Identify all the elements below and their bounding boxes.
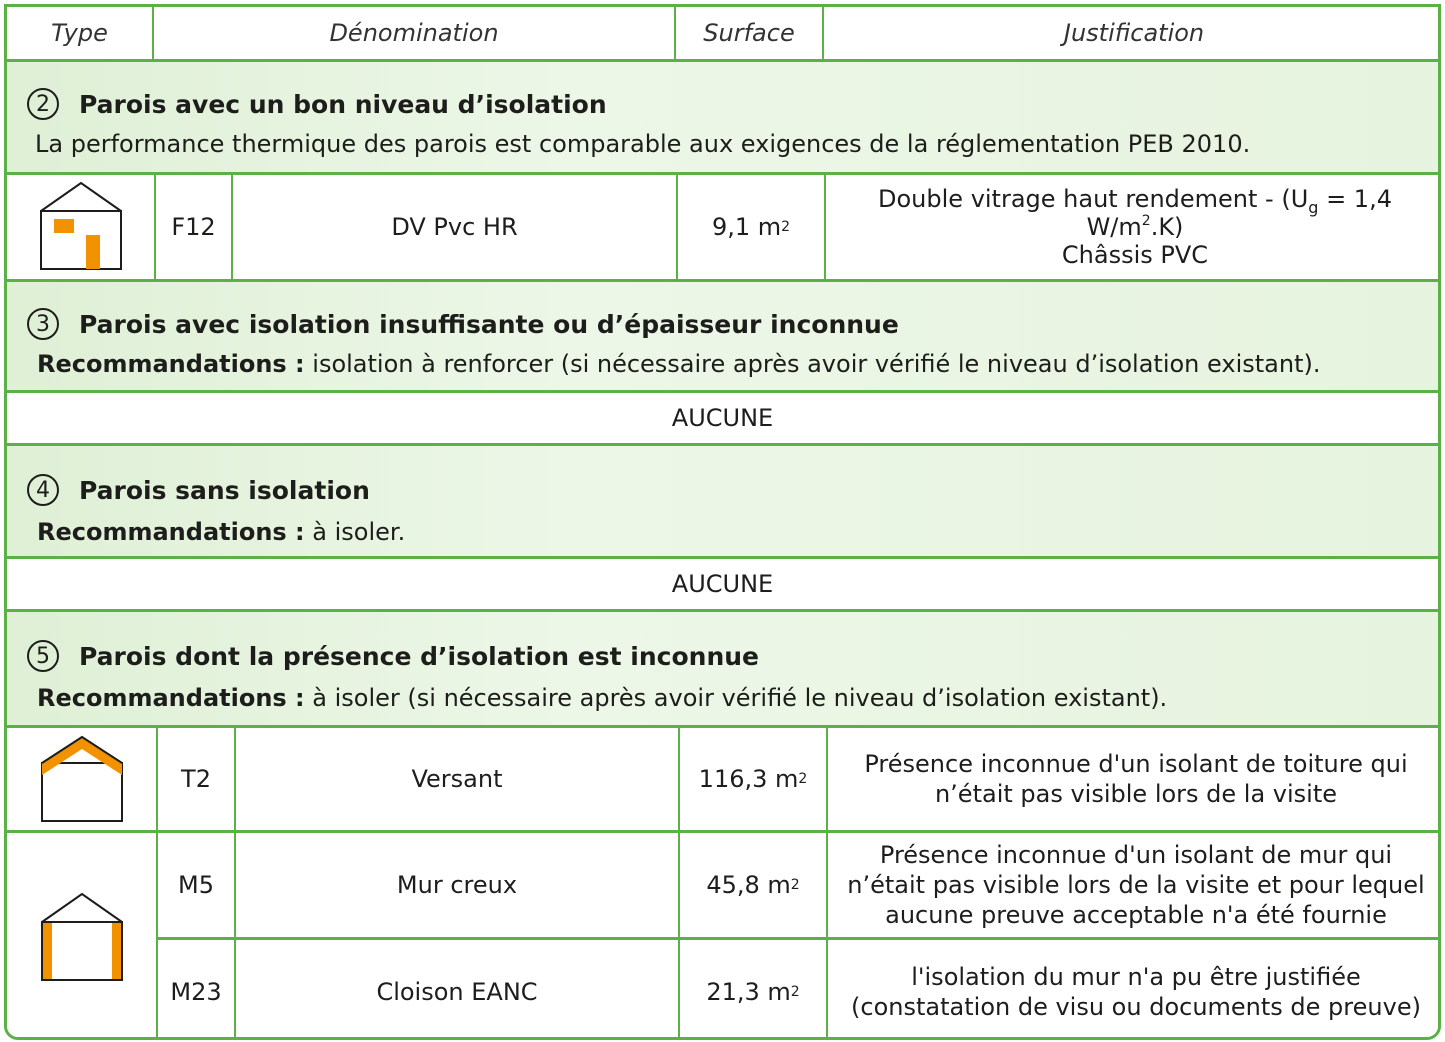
- row-surface: 116,3 m 2: [698, 765, 808, 793]
- section-5-number: 5: [27, 640, 59, 672]
- table-header: [7, 7, 1438, 59]
- section-4-number: 4: [27, 474, 59, 506]
- section-3-recommendation: Recommandations : isolation à renforcer (si nécessaire après avoir vérifié le niveau d’isolation existant).: [37, 350, 1321, 378]
- row-denomination: Cloison EANC: [376, 977, 538, 1006]
- section-4-recommendation: Recommandations : à isoler.: [37, 518, 406, 546]
- header-denomination: Dénomination: [154, 7, 676, 59]
- table-row: [158, 940, 1441, 1040]
- house-window-icon: [7, 175, 154, 279]
- house-roof-icon: [7, 728, 156, 830]
- row-surface: 9,1 m 2: [711, 213, 791, 241]
- row-code: M5: [178, 871, 214, 899]
- table-row: [7, 728, 1438, 830]
- section-3-title-text: Parois avec isolation insuffisante ou d’épaisseur inconnue: [79, 309, 899, 339]
- row-code: F12: [171, 213, 216, 241]
- row-code: M23: [170, 977, 222, 1006]
- row-denomination: Mur creux: [396, 871, 518, 899]
- section-2-header: [7, 62, 1438, 172]
- row-justification: Présence inconnue d'un isolant de mur qui n’était pas visible lors de la visite et pour lequel aucune preuve acceptable n'a été fournie: [847, 841, 1425, 929]
- header-type: Type: [7, 7, 154, 59]
- house-walls-icon: [7, 833, 156, 1040]
- section-3-number: 3: [27, 308, 59, 340]
- section-5-recommendation: Recommandations : à isoler (si nécessaire après avoir vérifié le niveau d’isolation existant).: [37, 684, 1168, 712]
- header-justification: Justification: [1063, 19, 1205, 47]
- section-3-title: [27, 304, 899, 344]
- section-5-header: [7, 612, 1438, 725]
- section-2-number: 2: [27, 88, 59, 120]
- insulation-table: [4, 4, 1441, 1040]
- row-justification: Présence inconnue d'un isolant de toiture qui n’était pas visible lors de la visite: [864, 750, 1408, 808]
- walls-group: [7, 833, 1438, 1040]
- section-4-header: [7, 446, 1438, 556]
- row-denomination: Versant: [411, 765, 503, 793]
- header-surface: Surface: [676, 7, 824, 59]
- section-4-empty: AUCUNE: [7, 559, 1438, 609]
- row-surface: 21,3 m 2: [706, 977, 800, 1006]
- section-2-title: [27, 84, 607, 124]
- section-5-title: [27, 636, 759, 676]
- row-surface: 45,8 m 2: [706, 871, 800, 899]
- section-5-title-text: Parois dont la présence d’isolation est inconnue: [79, 641, 759, 671]
- section-4-title-text: Parois sans isolation: [79, 475, 370, 505]
- section-4-title: [27, 470, 370, 510]
- section-3-empty: AUCUNE: [7, 393, 1438, 443]
- row-justification: Double vitrage haut rendement - ($U_g = 1,4$ $W/m^2.K$) Châssis PVC: [878, 185, 1392, 269]
- row-denomination: DV Pvc HR: [391, 213, 518, 241]
- row-code: T2: [181, 765, 211, 793]
- section-2-description: La performance thermique des parois est comparable aux exigences de la réglementation PEB 2010.: [35, 130, 1251, 158]
- table-row: [7, 175, 1438, 279]
- section-3-header: [7, 282, 1438, 390]
- section-2-title-text: Parois avec un bon niveau d’isolation: [79, 89, 607, 119]
- row-justification: l'isolation du mur n'a pu être justifiée (constatation de visu ou documents de preuve): [851, 962, 1421, 1021]
- table-row: [158, 833, 1441, 937]
